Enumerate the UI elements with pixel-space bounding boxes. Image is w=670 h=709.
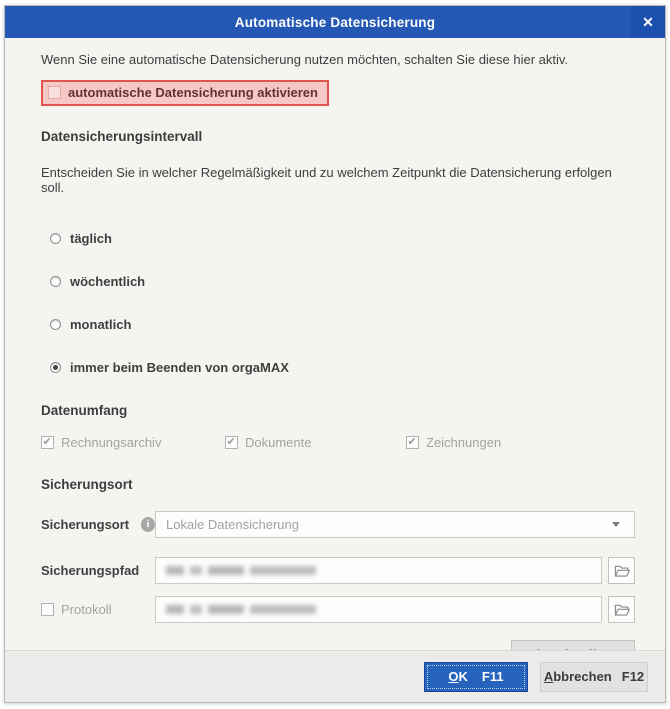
protokoll-checkbox[interactable] — [41, 602, 155, 617]
protokoll-input[interactable] — [155, 596, 602, 623]
protokoll-label: Protokoll — [61, 602, 112, 617]
sicherungspfad-label — [41, 563, 155, 578]
label-text: Sicherungspfad — [41, 563, 140, 578]
checkbox-rechnungsarchiv — [41, 435, 225, 450]
redacted-path-value — [166, 566, 316, 575]
activate-backup-checkbox[interactable] — [41, 80, 329, 106]
interval-heading: Datensicherungsintervall — [41, 129, 203, 144]
ok-button[interactable] — [424, 662, 528, 692]
cancel-button[interactable] — [540, 662, 648, 692]
folder-icon — [614, 564, 630, 578]
cancel-shortcut: F12 — [621, 669, 645, 684]
sicherungsort-row — [41, 511, 635, 538]
browse-protokoll-button[interactable] — [608, 596, 635, 623]
sicherungsort-label — [41, 517, 155, 532]
radio-icon[interactable] — [50, 276, 61, 287]
sicherungspfad-input[interactable] — [155, 557, 602, 584]
scope-checkbox-row — [41, 435, 635, 450]
activate-backup-label: automatische Datensicherung aktivieren — [68, 85, 318, 100]
location-heading: Sicherungsort — [41, 477, 133, 492]
radio-option-woechentlich[interactable] — [50, 274, 635, 289]
radio-label: wöchentlich — [70, 274, 146, 289]
checkbox-label: Zeichnungen — [426, 435, 502, 450]
backup-settings-dialog — [4, 5, 666, 703]
dialog-title: Automatische Datensicherung — [234, 14, 436, 30]
ok-label: OK — [448, 669, 468, 684]
dialog-titlebar — [5, 6, 665, 38]
checkbox-dokumente — [225, 435, 406, 450]
radio-label: täglich — [70, 231, 112, 246]
radio-option-monatlich[interactable] — [50, 317, 635, 332]
sicherungspfad-row — [41, 557, 635, 584]
interval-radio-group — [41, 231, 635, 375]
radio-icon[interactable] — [50, 233, 61, 244]
checkbox-label: Dokumente — [245, 435, 312, 450]
radio-label: monatlich — [70, 317, 132, 332]
interval-description: Entscheiden Sie in welcher Regelmäßigkeit und zu welchem Zeitpunkt die Datensicherung erfolgen soll. — [41, 165, 612, 195]
radio-option-beim-beenden[interactable] — [50, 360, 635, 375]
protokoll-row — [41, 596, 635, 623]
scope-heading: Datenumfang — [41, 403, 128, 418]
radio-option-taeglich[interactable] — [50, 231, 635, 246]
checkbox-icon-checked — [41, 436, 54, 449]
checkbox-zeichnungen — [406, 435, 501, 450]
close-icon: ✕ — [642, 13, 654, 30]
checkbox-icon[interactable] — [41, 603, 54, 616]
redacted-path-value — [166, 605, 316, 614]
checkbox-icon-checked — [406, 436, 419, 449]
info-icon[interactable]: i — [141, 517, 155, 532]
radio-icon[interactable] — [50, 319, 61, 330]
dialog-footer — [5, 650, 665, 702]
folder-icon — [614, 603, 630, 617]
sicherungsort-select[interactable] — [155, 511, 635, 538]
close-button[interactable] — [631, 6, 665, 38]
ok-shortcut: F11 — [481, 669, 504, 684]
checkbox-label: Rechnungsarchiv — [61, 435, 162, 450]
checkbox-icon[interactable] — [48, 86, 61, 99]
intro-text: Wenn Sie eine automatische Datensicherung nutzen möchten, schalten Sie diese hier aktiv. — [41, 52, 569, 67]
label-text: Sicherungsort — [41, 517, 130, 532]
cancel-label: Abbrechen — [543, 669, 612, 684]
select-value: Lokale Datensicherung — [166, 517, 299, 532]
radio-icon-selected[interactable] — [50, 362, 61, 373]
checkbox-icon-checked — [225, 436, 238, 449]
radio-label: immer beim Beenden von orgaMAX — [70, 360, 289, 375]
browse-path-button[interactable] — [608, 557, 635, 584]
dialog-content — [5, 38, 665, 652]
chevron-down-icon — [612, 522, 620, 527]
